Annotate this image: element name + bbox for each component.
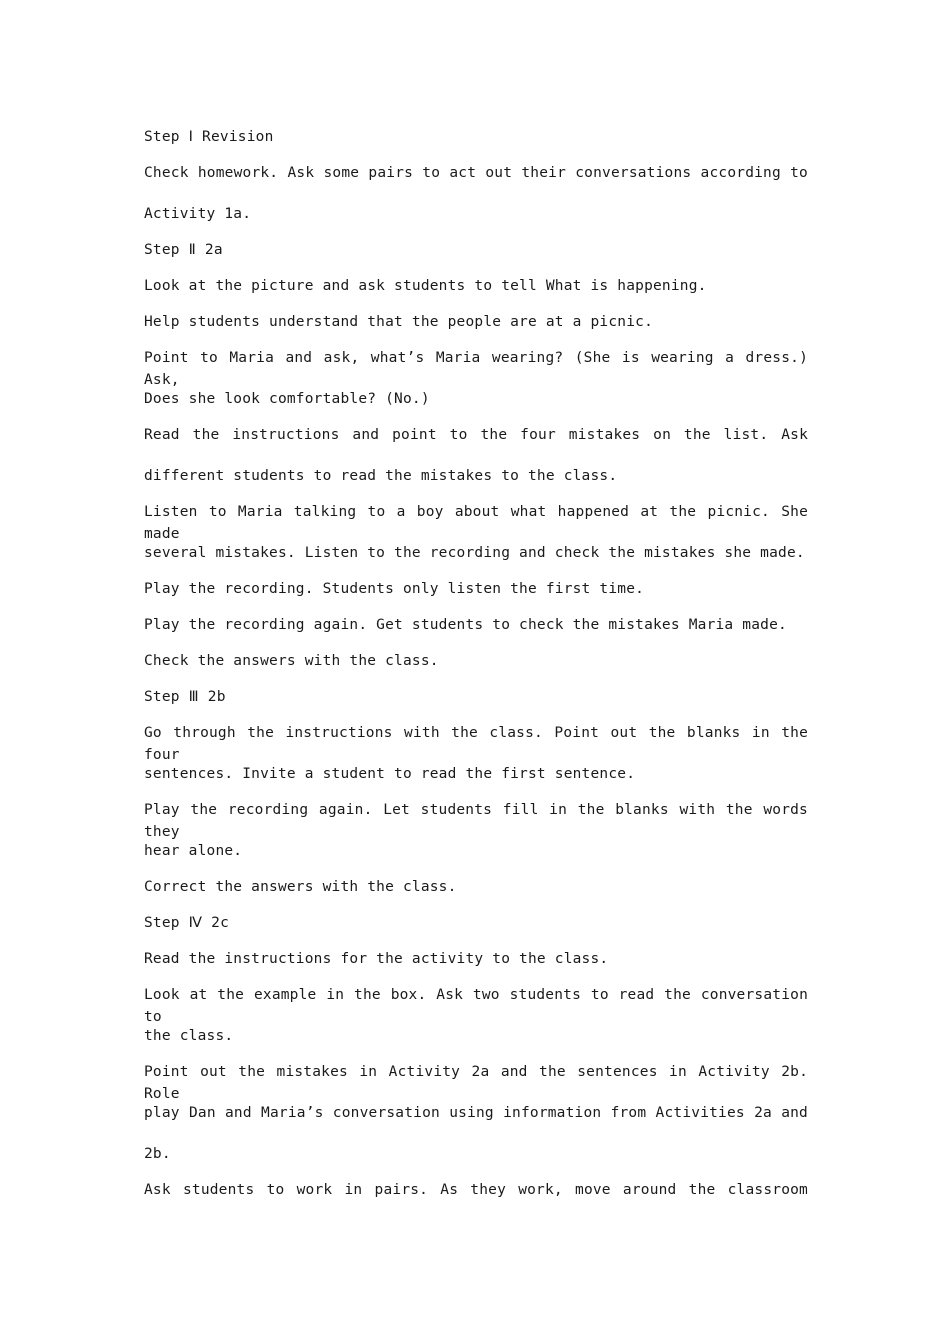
text-line: play Dan and Maria’s conversation using information from Activities 2a and bbox=[144, 1105, 808, 1121]
text-line: Play the recording again. Let students fill in the blanks with the words they bbox=[144, 802, 808, 840]
text-line: different students to read the mistakes to the class. bbox=[144, 468, 618, 484]
text-line: Go through the instructions with the class. Point out the blanks in the four bbox=[144, 725, 808, 763]
text-line: Listen to Maria talking to a boy about what happened at the picnic. She made bbox=[144, 504, 808, 542]
document-body bbox=[144, 126, 808, 1215]
text-line: Correct the answers with the class. bbox=[144, 879, 457, 895]
text-line: Look at the example in the box. Ask two students to read the conversation to bbox=[144, 987, 808, 1025]
text-line: Point out the mistakes in Activity 2a and the sentences in Activity 2b. Role bbox=[144, 1064, 808, 1102]
text-line: Check the answers with the class. bbox=[144, 653, 439, 669]
text-line: Look at the picture and ask students to tell What is happening. bbox=[144, 278, 707, 294]
text-line: Point to Maria and ask, what’s Maria wearing? (She is wearing a dress.) Ask, bbox=[144, 350, 808, 388]
text-line: Help students understand that the people are at a picnic. bbox=[144, 314, 653, 330]
text-line: Step Ⅰ Revision bbox=[144, 129, 274, 145]
text-line: Step Ⅲ 2b bbox=[144, 689, 226, 705]
text-line: Play the recording again. Get students to check the mistakes Maria made. bbox=[144, 617, 787, 633]
text-line: Activity 1a. bbox=[144, 206, 252, 222]
text-line: Check homework. Ask some pairs to act out their conversations according to bbox=[144, 165, 808, 181]
text-line: the class. bbox=[144, 1028, 234, 1044]
text-line: Step Ⅱ 2a bbox=[144, 242, 223, 258]
text-line: sentences. Invite a student to read the first sentence. bbox=[144, 766, 636, 782]
text-line: Read the instructions for the activity to the class. bbox=[144, 951, 609, 967]
text-line: several mistakes. Listen to the recording and check the mistakes she made. bbox=[144, 545, 805, 561]
text-line: Step Ⅳ 2c bbox=[144, 915, 230, 931]
text-line: Does she look comfortable? (No.) bbox=[144, 391, 430, 407]
text-line: 2b. bbox=[144, 1146, 171, 1162]
text-line: hear alone. bbox=[144, 843, 243, 859]
text-line: Ask students to work in pairs. As they work, move around the classroom bbox=[144, 1182, 808, 1198]
text-line: Play the recording. Students only listen the first time. bbox=[144, 581, 645, 597]
text-line: Read the instructions and point to the four mistakes on the list. Ask bbox=[144, 427, 808, 443]
